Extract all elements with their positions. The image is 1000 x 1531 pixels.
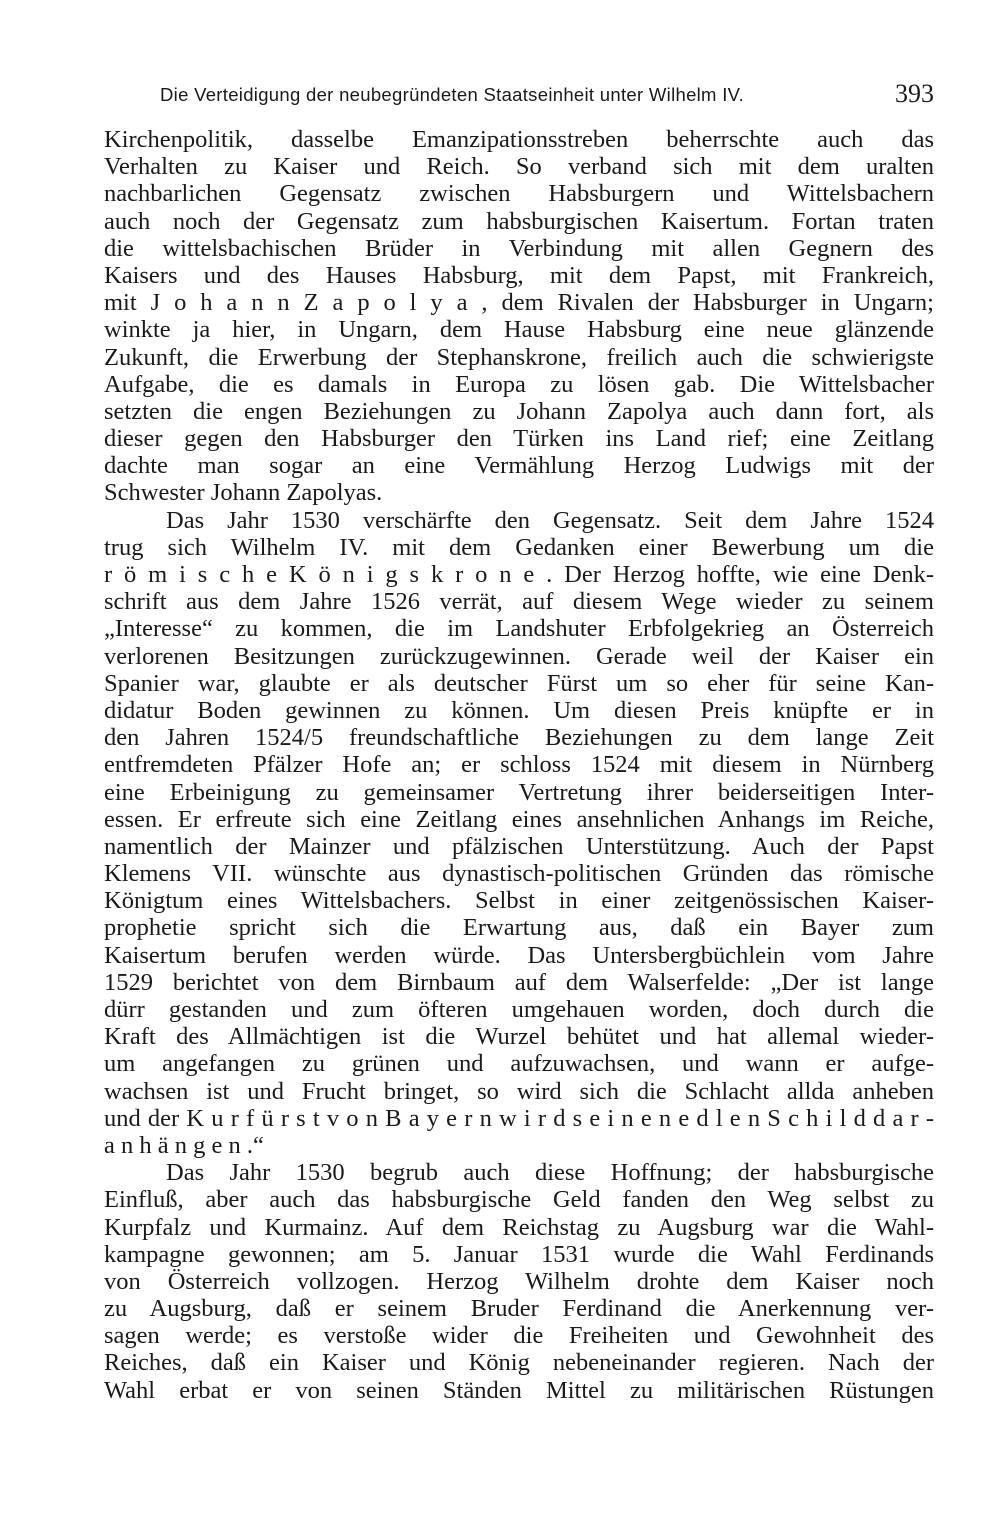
running-head (160, 78, 934, 110)
text-line: sagen werde; es verstoße wider die Freiheiten und Gewohnheit des (104, 1322, 934, 1350)
text-line: von Österreich vollzogen. Herzog Wilhelm drohte dem Kaiser noch (104, 1267, 934, 1295)
text-line: Wahl erbat er von seinen Ständen Mittel zu militärischen Rüstungen (104, 1376, 934, 1404)
text-line: die wittelsbachischen Brüder in Verbindung mit allen Gegnern des (104, 234, 934, 262)
text-line: eine Erbeinigung zu gemeinsamer Vertretung ihrer beiderseitigen Inter- (104, 778, 934, 806)
text-line: trug sich Wilhelm IV. mit dem Gedanken einer Bewerbung um die (104, 533, 934, 561)
running-title: Die Verteidigung der neubegründeten Staatseinheit unter Wilhelm IV. (160, 84, 745, 105)
text-line: Reiches, daß ein Kaiser und König nebeneinander regieren. Nach der (104, 1349, 934, 1377)
text-line: Einfluß, aber auch das habsburgische Geld fanden den Weg selbst zu (104, 1186, 934, 1214)
text-line: „Interesse“ zu kommen, die im Landshuter Erbfolgekrieg an Österreich (104, 615, 934, 643)
text-line: schrift aus dem Jahre 1526 verrät, auf diesem Wege wieder zu seinem (104, 588, 934, 616)
text-line: a n h ä n g e n .“ (104, 1131, 264, 1159)
text-line: Kirchenpolitik, dasselbe Emanzipationsstreben beherrschte auch das (104, 126, 934, 153)
page-number: 393 (895, 79, 934, 108)
text-line: Kraft des Allmächtigen ist die Wurzel behütet und hat allemal wieder- (104, 1023, 934, 1051)
text-line: setzten die engen Beziehungen zu Johann Zapolya auch dann fort, als (104, 397, 934, 425)
text-line: dachte man sogar an eine Vermählung Herzog Ludwigs mit der (104, 452, 934, 480)
text-line: essen. Er erfreute sich eine Zeitlang eines ansehnlichen Anhangs im Reiche, (104, 805, 934, 833)
text-line: kampagne gewonnen; am 5. Januar 1531 wurde die Wahl Ferdinands (104, 1240, 934, 1268)
text-line: und der K u r f ü r s t v o n B a y e r n w i r d s e i n e n e d l e n S c h i l d d a r - (104, 1104, 934, 1132)
text-line: Kurpfalz und Kurmainz. Auf dem Reichstag zu Augsburg war die Wahl- (104, 1213, 934, 1241)
text-line: den Jahren 1524/5 freundschaftliche Beziehungen zu dem lange Zeit (104, 724, 934, 752)
text-line: r ö m i s c h e K ö n i g s k r o n e . Der Herzog hoffte, wie eine Denk- (104, 561, 934, 588)
text-line: mit J o h a n n Z a p o l y a , dem Rivalen der Habsburger in Ungarn; (104, 289, 934, 317)
text-line: Kaisertum berufen werden würde. Das Untersbergbüchlein vom Jahre (104, 941, 934, 969)
text-line: Kaisers und des Hauses Habsburg, mit dem Papst, mit Frankreich, (104, 261, 934, 289)
text-line: prophetie spricht sich die Erwartung aus, daß ein Bayer zum (104, 914, 934, 942)
text-line: 1529 berichtet von dem Birnbaum auf dem Walserfelde: „Der ist lange (104, 968, 934, 996)
text-line: dürr gestanden und zum öfteren umgehauen worden, doch durch die (104, 996, 934, 1023)
text-line: entfremdeten Pfälzer Hofe an; er schloss 1524 mit diesem in Nürnberg (104, 751, 934, 779)
text-line: nachbarlichen Gegensatz zwischen Habsburgern und Wittelsbachern (104, 180, 934, 208)
text-line: dieser gegen den Habsburger den Türken ins Land rief; eine Zeitlang (104, 425, 934, 453)
text-line: Aufgabe, die es damals in Europa zu lösen gab. Die Wittelsbacher (104, 370, 934, 398)
text-line: auch noch der Gegensatz zum habsburgischen Kaisertum. Fortan traten (104, 207, 934, 235)
text-line: zu Augsburg, daß er seinem Bruder Ferdinand die Anerkennung ver- (104, 1295, 934, 1323)
text-line: Zukunft, die Erwerbung der Stephanskrone, freilich auch die schwierigste (104, 343, 934, 371)
text-line: Königtum eines Wittelsbachers. Selbst in einer zeitgenössischen Kaiser- (104, 887, 934, 915)
text-line: winkte ja hier, in Ungarn, dem Hause Habsburg eine neue glänzende (104, 316, 934, 344)
text-line: Das Jahr 1530 begrub auch diese Hoffnung; der habsburgische (166, 1159, 934, 1187)
text-line: Das Jahr 1530 verschärfte den Gegensatz. Seit dem Jahre 1524 (166, 506, 934, 534)
body-text (104, 126, 934, 1404)
text-line: Spanier war, glaubte er als deutscher Fürst um so eher für seine Kan- (104, 669, 934, 697)
text-line: Klemens VII. wünschte aus dynastisch-politischen Gründen das römische (104, 860, 934, 888)
text-line: verlorenen Besitzungen zurückzugewinnen. Gerade weil der Kaiser ein (104, 642, 934, 670)
text-line: namentlich der Mainzer und pfälzischen Unterstützung. Auch der Papst (104, 832, 934, 860)
text-line: Verhalten zu Kaiser und Reich. So verband sich mit dem uralten (104, 153, 934, 181)
text-line: didatur Boden gewinnen zu können. Um diesen Preis knüpfte er in (104, 696, 934, 724)
text-line: um angefangen zu grünen und aufzuwachsen, und wann er aufge- (104, 1050, 934, 1078)
text-line: Schwester Johann Zapolyas. (104, 479, 383, 507)
text-line: wachsen ist und Frucht bringet, so wird sich die Schlacht allda anheben (104, 1077, 934, 1105)
